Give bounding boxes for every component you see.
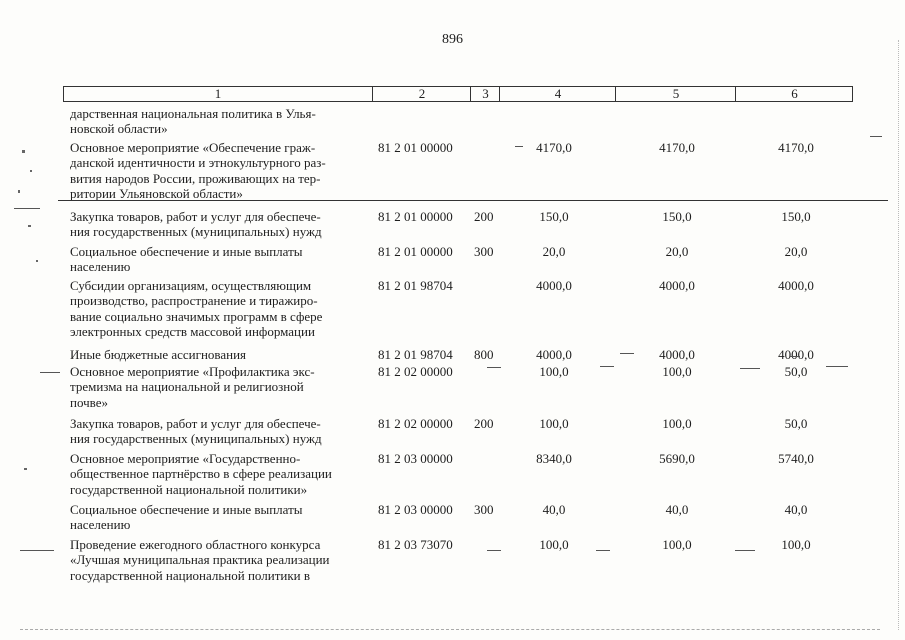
table-row-description: Иные бюджетные ассигнования: [70, 347, 247, 362]
scan-mark: [740, 368, 760, 369]
table-row-description: Основное мероприятие «Государственно- общественное партнёрство в сфере реализации государственной национальной политики»: [70, 451, 332, 497]
scan-mark: [735, 550, 755, 551]
row-value-5: 20,0: [665, 244, 689, 259]
row-value-5: 40,0: [665, 502, 689, 517]
scan-mark: [826, 366, 848, 367]
scan-speck: [18, 190, 20, 193]
scan-mark: [790, 356, 800, 357]
scan-mark: [870, 136, 882, 137]
table-row-description: Закупка товаров, работ и услуг для обеспече- ния государственных (муниципальных) нужд: [70, 209, 322, 240]
row-value-5: 150,0: [662, 209, 692, 224]
scan-mark: [14, 208, 40, 209]
scan-mark: [40, 372, 60, 373]
row-code: 81 2 02 00000: [378, 416, 453, 431]
row-code: 81 2 01 98704: [378, 347, 453, 362]
row-value-4: 4170,0: [536, 140, 572, 155]
row-code: 81 2 01 00000: [378, 244, 453, 259]
row-code: 81 2 01 00000: [378, 209, 453, 224]
header-col-3: 3: [470, 87, 500, 101]
scan-speck: [22, 150, 25, 153]
table-row-description: Закупка товаров, работ и услуг для обеспече- ния государственных (муниципальных) нужд: [70, 416, 322, 447]
row-value-4: 100,0: [539, 364, 569, 379]
scan-mark: [487, 550, 501, 551]
scan-mark: [515, 146, 523, 147]
row-value-4: 150,0: [539, 209, 569, 224]
scan-mark: [620, 353, 634, 354]
scan-speck: [28, 225, 31, 227]
row-value-6: 4170,0: [778, 140, 814, 155]
row-type: 800: [474, 347, 494, 362]
row-value-6: 150,0: [781, 209, 811, 224]
row-code: 81 2 02 00000: [378, 364, 453, 379]
row-value-5: 100,0: [662, 364, 692, 379]
row-type: 300: [474, 502, 494, 517]
scan-edge: [20, 629, 880, 630]
row-value-6: 4000,0: [778, 278, 814, 293]
row-value-5: 100,0: [662, 537, 692, 552]
row-value-4: 4000,0: [536, 347, 572, 362]
row-value-4: 100,0: [539, 537, 569, 552]
table-row-description: Социальное обеспечение и иные выплаты населению: [70, 502, 303, 533]
row-type: 200: [474, 209, 494, 224]
row-type: 300: [474, 244, 494, 259]
scan-speck: [36, 260, 38, 262]
scan-mark: [20, 550, 54, 551]
header-col-5: 5: [615, 87, 736, 101]
row-value-5: 100,0: [662, 416, 692, 431]
row-value-4: 20,0: [542, 244, 566, 259]
row-code: 81 2 01 98704: [378, 278, 453, 293]
horizontal-rule: [58, 200, 888, 201]
header-col-6: 6: [735, 87, 853, 101]
table-row-description: Проведение ежегодного областного конкурса «Лучшая муниципальная практика реализации государственной национальной политики в: [70, 537, 330, 583]
header-col-4: 4: [499, 87, 616, 101]
row-value-5: 4000,0: [659, 278, 695, 293]
table-row-description: дарственная национальная политика в Улья- новской области»: [70, 106, 316, 137]
scan-edge: [898, 40, 899, 630]
row-value-6: 5740,0: [778, 451, 814, 466]
row-value-6: 20,0: [784, 244, 808, 259]
row-value-5: 4000,0: [659, 347, 695, 362]
table-row-description: Социальное обеспечение и иные выплаты населению: [70, 244, 303, 275]
row-value-5: 4170,0: [659, 140, 695, 155]
row-type: 200: [474, 416, 494, 431]
row-value-5: 5690,0: [659, 451, 695, 466]
row-code: 81 2 03 00000: [378, 451, 453, 466]
scan-speck: [30, 170, 32, 172]
row-value-4: 4000,0: [536, 278, 572, 293]
row-value-4: 100,0: [539, 416, 569, 431]
row-code: 81 2 03 00000: [378, 502, 453, 517]
row-value-6: 50,0: [784, 364, 808, 379]
scan-speck: [24, 468, 27, 470]
table-row-description: Основное мероприятие «Профилактика экс- тремизма на национальной и религиозной почве»: [70, 364, 315, 410]
page-number: 896: [442, 32, 463, 47]
row-value-6: 50,0: [784, 416, 808, 431]
table-row-description: Основное мероприятие «Обеспечение граж- данской идентичности и этнокультурного раз- вития народов России, проживающих на тер- ритории Ульяновской области»: [70, 140, 326, 202]
header-col-2: 2: [372, 87, 471, 101]
row-code: 81 2 03 73070: [378, 537, 453, 552]
row-value-6: 4000,0: [778, 347, 814, 362]
scan-mark: [487, 367, 501, 368]
table-row-description: Субсидии организациям, осуществляющим производство, распространение и тиражиро- вание социально значимых программ в сфере электронных средств массовой информации: [70, 278, 323, 340]
scan-mark: [600, 366, 614, 367]
row-value-6: 100,0: [781, 537, 811, 552]
scan-mark: [596, 550, 610, 551]
row-value-6: 40,0: [784, 502, 808, 517]
header-col-1: 1: [214, 86, 222, 101]
row-value-4: 40,0: [542, 502, 566, 517]
row-code: 81 2 01 00000: [378, 140, 453, 155]
row-value-4: 8340,0: [536, 451, 572, 466]
